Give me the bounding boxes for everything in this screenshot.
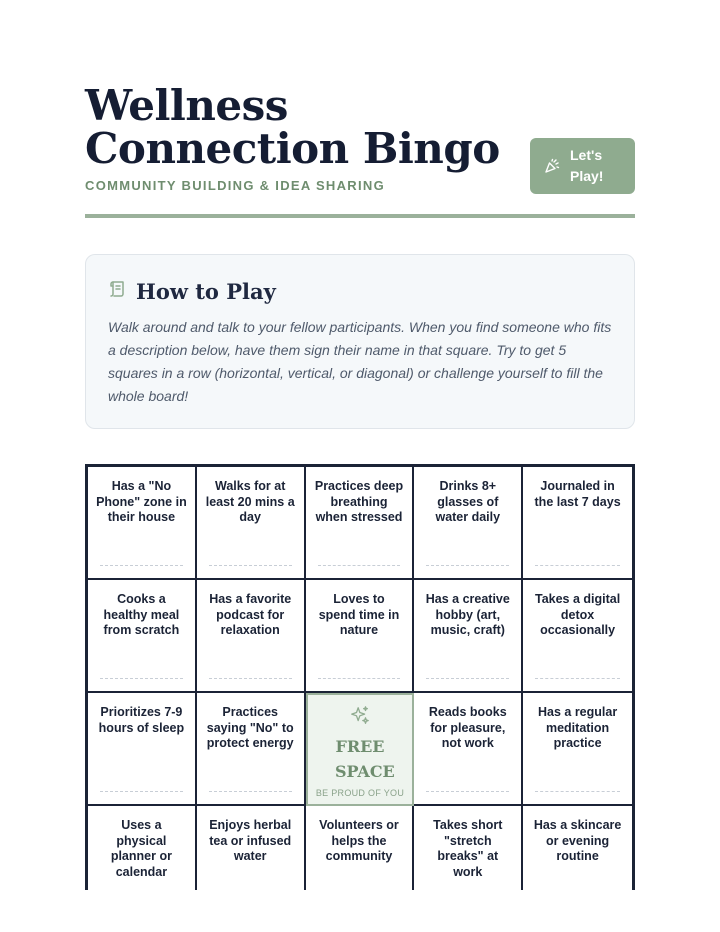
lets-play-button[interactable] (530, 138, 635, 194)
how-to-play-text: Walk around and talk to your fellow participants. When you find someone who fits a description below, have them sign their name in that square. Try to get 5 squares in a row (horizontal, vertical, or diagonal) or challenge yourself to fill the whole board! (108, 319, 612, 404)
bingo-cell[interactable] (197, 693, 306, 806)
bingo-cell-text: Has a favorite podcast for relaxation (209, 592, 292, 637)
signature-line (100, 565, 183, 566)
signature-line (318, 565, 401, 566)
bingo-cell[interactable] (414, 693, 523, 806)
bingo-cell-text: Has a "No Phone" zone in their house (96, 479, 187, 524)
bingo-cell[interactable] (88, 467, 197, 580)
bingo-cell-text: Loves to spend time in nature (318, 592, 400, 637)
bingo-cell-text: Practices deep breathing when stressed (314, 479, 404, 524)
bingo-cell[interactable] (197, 467, 306, 580)
bingo-cell[interactable] (197, 580, 306, 693)
bingo-cell[interactable] (88, 806, 197, 890)
bingo-cell[interactable] (306, 467, 415, 580)
page-title: Wellness Connection Bingo (85, 81, 500, 173)
scroll-icon (108, 279, 128, 304)
header-divider (85, 214, 635, 218)
party-popper-icon (544, 158, 560, 174)
bingo-cell-text: Volunteers or helps the community (319, 818, 399, 863)
bingo-cell[interactable] (306, 580, 415, 693)
bingo-board (85, 464, 635, 890)
bingo-cell[interactable] (523, 806, 632, 890)
signature-line (426, 678, 509, 679)
bingo-cell-text: Takes short "stretch breaks" at work (433, 818, 503, 879)
bingo-cell[interactable] (523, 467, 632, 580)
bingo-cell-text: Journaled in the last 7 days (534, 479, 621, 509)
lets-play-label: Let's Play! (570, 147, 604, 184)
bingo-cell-text: Walks for at least 20 mins a day (205, 479, 295, 524)
bingo-cell[interactable] (523, 693, 632, 806)
bingo-cell[interactable] (523, 580, 632, 693)
bingo-cell-text: Practices saying "No" to protect energy (206, 705, 294, 750)
signature-line (209, 791, 292, 792)
signature-line (318, 678, 401, 679)
how-to-play-panel (85, 254, 635, 429)
bingo-cell[interactable] (88, 693, 197, 806)
signature-line (209, 565, 292, 566)
signature-line (426, 565, 509, 566)
signature-line (535, 565, 620, 566)
bingo-cell-text: Uses a physical planner or calendar (110, 818, 172, 879)
signature-line (100, 678, 183, 679)
bingo-cell-text: Drinks 8+ glasses of water daily (435, 479, 501, 524)
bingo-cell-text: Has a skincare or evening routine (533, 818, 622, 863)
page-header (85, 81, 635, 196)
bingo-cell[interactable] (414, 467, 523, 580)
bingo-cell-text: Takes a digital detox occasionally (534, 592, 621, 637)
bingo-cell[interactable] (197, 806, 306, 890)
bingo-cell-text: Has a regular meditation practice (537, 705, 618, 750)
page-subtitle: COMMUNITY BUILDING & IDEA SHARING (85, 178, 386, 193)
bingo-cell[interactable] (306, 806, 415, 890)
bingo-cell-text: Prioritizes 7-9 hours of sleep (98, 705, 185, 735)
free-space-label: FREE SPACE (334, 736, 395, 781)
signature-line (535, 791, 620, 792)
signature-line (535, 678, 620, 679)
free-space-sublabel: BE PROUD OF YOU (315, 787, 405, 798)
bingo-cell-text: Reads books for pleasure, not work (428, 705, 507, 750)
how-to-play-title: How to Play (136, 279, 276, 304)
sparkle-icon (316, 705, 405, 732)
bingo-cell-text: Enjoys herbal tea or infused water (209, 818, 292, 863)
bingo-cell[interactable] (414, 806, 523, 890)
bingo-cell[interactable] (414, 580, 523, 693)
bingo-cell[interactable] (88, 580, 197, 693)
signature-line (426, 791, 509, 792)
bingo-cell-text: Has a creative hobby (art, music, craft) (425, 592, 510, 637)
bingo-cell-text: Cooks a healthy meal from scratch (103, 592, 180, 637)
signature-line (209, 678, 292, 679)
free-space-cell[interactable] (306, 693, 415, 806)
signature-line (100, 791, 183, 792)
